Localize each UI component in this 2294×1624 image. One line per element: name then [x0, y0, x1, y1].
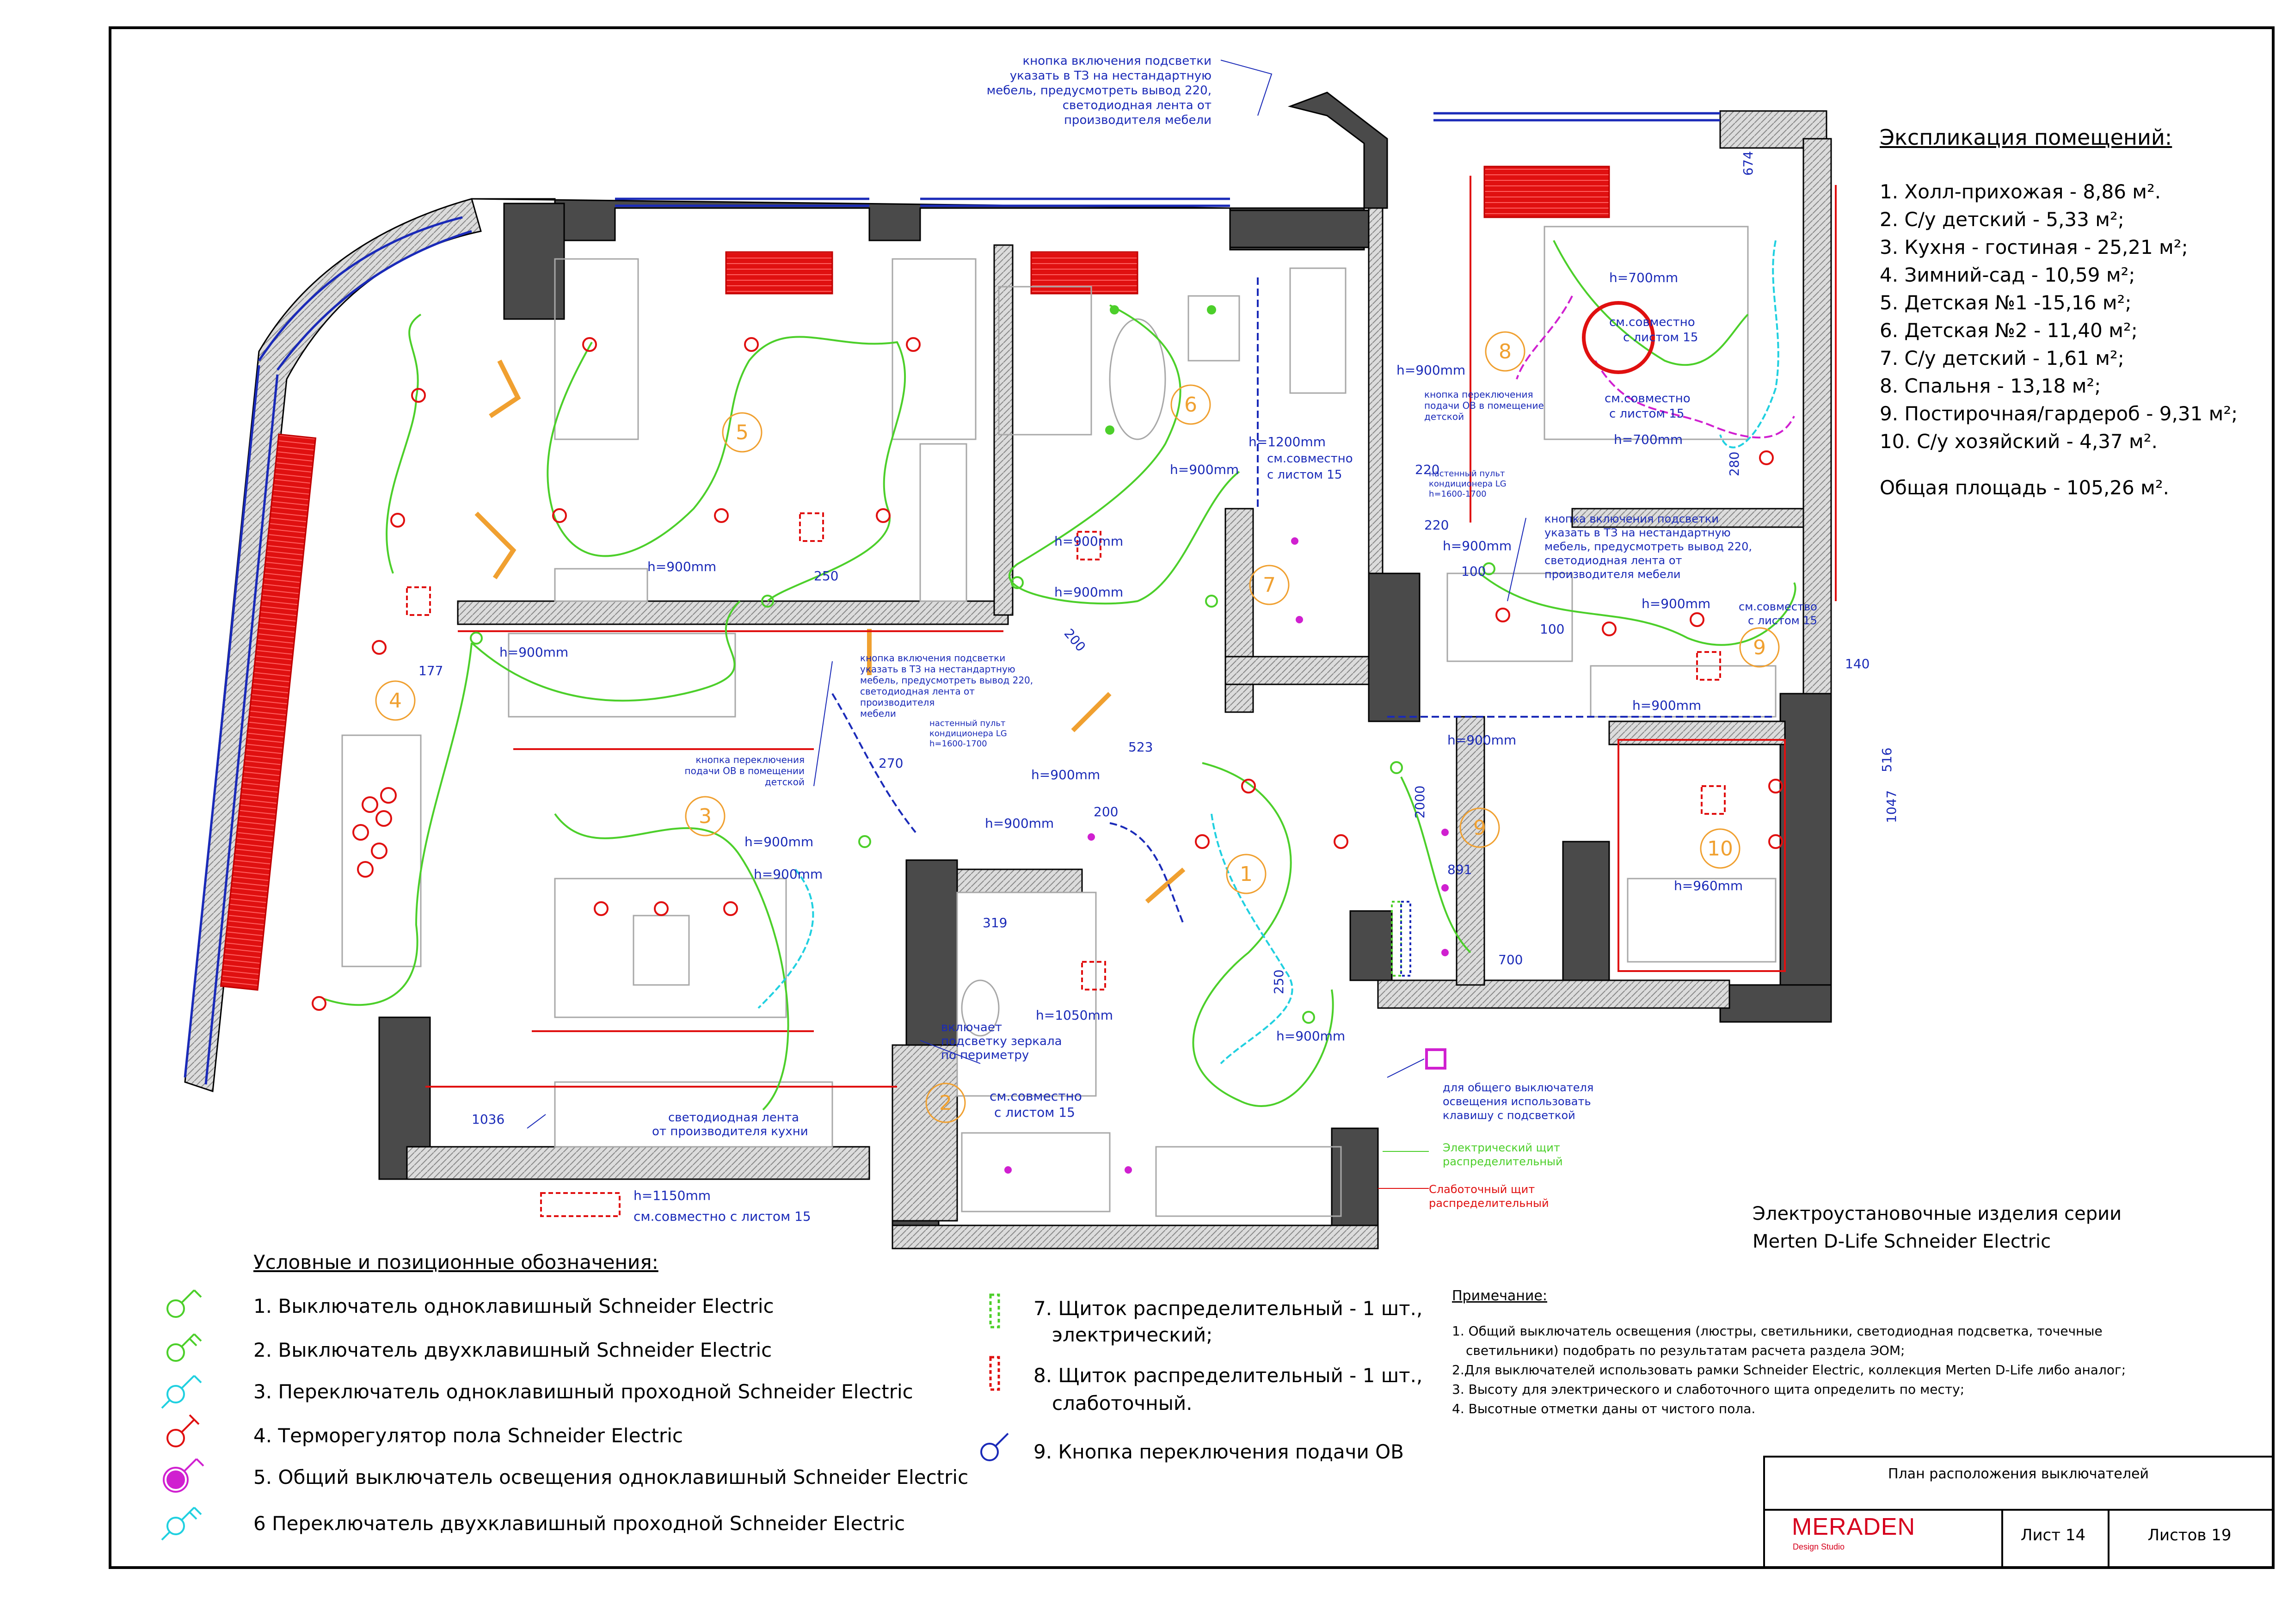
explication-title: Экспликация помещений: — [1880, 125, 2172, 150]
svg-text:распределительный: распределительный — [1429, 1197, 1549, 1210]
legend-symbol-5 — [164, 1459, 203, 1492]
svg-text:h=900mm: h=900mm — [1276, 1028, 1346, 1044]
svg-text:220: 220 — [1424, 517, 1449, 533]
svg-text:674: 674 — [1740, 151, 1756, 176]
svg-text:кнопка переключения: кнопка переключения — [1424, 389, 1533, 400]
svg-text:мебель, предусмотреть вывод 22: мебель, предусмотреть вывод 220, — [986, 84, 1212, 98]
svg-text:h=900mm: h=900mm — [1054, 534, 1124, 549]
svg-text:h=960mm: h=960mm — [1674, 878, 1743, 893]
el-panel-symbol — [1392, 902, 1401, 976]
svg-text:от производителя кухни: от производителя кухни — [652, 1125, 808, 1138]
switch-symbols — [471, 563, 1494, 1023]
note-top — [987, 54, 1212, 127]
svg-text:подсветку зеркала: подсветку зеркала — [941, 1034, 1062, 1048]
legend-symbol-2 — [167, 1334, 201, 1361]
common-switch-symbol — [1427, 1050, 1445, 1068]
svg-text:указать в ТЗ на нестандартную: указать в ТЗ на нестандартную — [1544, 526, 1731, 539]
svg-text:производителя мебели: производителя мебели — [1544, 568, 1681, 581]
svg-text:250: 250 — [814, 568, 839, 584]
svg-text:см.совместно: см.совместно — [1267, 452, 1353, 466]
room-2-number: 2 — [939, 1091, 952, 1115]
svg-text:кнопка включения подсветки: кнопка включения подсветки — [1544, 512, 1719, 525]
notes-list — [1452, 1322, 2126, 1419]
svg-text:h=900mm: h=900mm — [1396, 363, 1466, 378]
legend-item-7: 7. Щиток распределительный - 1 шт., — [1033, 1297, 1423, 1320]
svg-text:настенный пульт: настенный пульт — [1429, 469, 1505, 479]
note-line-5: 4. Высотные отметки даны от чистого пола. — [1452, 1401, 1756, 1416]
svg-text:настенный пульт: настенный пульт — [929, 719, 1006, 728]
explication-room-3: 3. Кухня - гостиная - 25,21 м²; — [1880, 236, 2188, 258]
explication-room-4: 4. Зимний-сад - 10,59 м²; — [1880, 264, 2135, 286]
svg-text:1047: 1047 — [1884, 790, 1899, 823]
svg-text:производителя мебели: производителя мебели — [1064, 113, 1212, 127]
svg-text:светодиодная лента от: светодиодная лента от — [1544, 554, 1682, 567]
see-sheet15-c — [1267, 452, 1353, 482]
legend-item-2: 2. Выключатель двухклавишный Schneider Electric — [253, 1339, 772, 1361]
brand-logo: MERADEN — [1792, 1513, 1916, 1540]
note-mid — [860, 652, 1033, 719]
svg-text:мебель, предусмотреть вывод 22: мебель, предусмотреть вывод 220, — [860, 675, 1033, 686]
room-7-number: 7 — [1263, 573, 1276, 597]
note-line-2: светильники) подобрать по результатам расчета раздела ЭОМ; — [1466, 1343, 1905, 1358]
svg-text:h=900mm: h=900mm — [1054, 584, 1124, 600]
svg-text:кнопка переключения: кнопка переключения — [695, 754, 805, 765]
explication-list — [1880, 178, 2238, 455]
room-9b-number: 9 — [1473, 816, 1486, 840]
svg-text:h=900mm: h=900mm — [1632, 698, 1702, 713]
svg-text:светодиодная лента от: светодиодная лента от — [1062, 98, 1212, 112]
svg-text:h=900mm: h=900mm — [647, 559, 717, 574]
legend-title: Условные и позиционные обозначения: — [253, 1251, 658, 1273]
svg-text:по периметру: по периметру — [941, 1048, 1029, 1062]
see-sheet15-e: см.совместно с листом 15 — [633, 1209, 811, 1224]
legend-symbol-7 — [990, 1295, 999, 1327]
svg-text:h=900mm: h=900mm — [499, 645, 569, 660]
note-ov-detskaya — [685, 754, 805, 787]
legend-item-8: 8. Щиток распределительный - 1 шт., — [1033, 1364, 1423, 1387]
low-voltage-boxes — [407, 176, 1836, 1216]
note-line-3: 2.Для выключателей использовать рамки Schneider Electric, коллекция Merten D-Life либо аналог; — [1452, 1362, 2126, 1378]
svg-text:мебель, предусмотреть вывод 22: мебель, предусмотреть вывод 220, — [1544, 540, 1752, 553]
note-ov-detskaya-2 — [1424, 389, 1544, 422]
svg-text:h=900mm: h=900mm — [1447, 732, 1517, 748]
svg-text:h=700mm: h=700mm — [1614, 432, 1683, 447]
notes-title: Примечание: — [1452, 1288, 1547, 1304]
legend-item-8-cont: слаботочный. — [1052, 1392, 1193, 1415]
svg-text:h=900mm: h=900mm — [985, 816, 1054, 831]
room-3-number: 3 — [699, 805, 712, 828]
svg-text:см.совмество: см.совмество — [1739, 600, 1817, 613]
svg-text:100: 100 — [1540, 621, 1565, 637]
svg-text:кнопка включения подсветки: кнопка включения подсветки — [1022, 54, 1212, 68]
svg-text:h=900mm: h=900mm — [744, 834, 814, 849]
brand-subtitle: Design Studio — [1793, 1542, 1845, 1551]
svg-text:мебели: мебели — [860, 708, 896, 719]
svg-text:700: 700 — [1498, 952, 1523, 967]
svg-text:детской: детской — [1424, 411, 1464, 422]
svg-text:Слаботочный щит: Слаботочный щит — [1429, 1183, 1535, 1196]
series-line-1: Электроустановочные изделия серии — [1753, 1203, 2122, 1224]
svg-text:см.совместно: см.совместно — [990, 1089, 1082, 1104]
note-line-4: 3. Высоту для электрического и слаботочного щита определить по месту; — [1452, 1382, 1965, 1397]
explication-total: Общая площадь - 105,26 м². — [1880, 476, 2170, 499]
svg-text:с листом 15: с листом 15 — [1609, 407, 1685, 421]
svg-text:h=900mm: h=900mm — [1170, 462, 1239, 477]
svg-text:производителя: производителя — [860, 697, 935, 708]
svg-text:клавишу с подсветкой: клавишу с подсветкой — [1443, 1109, 1575, 1122]
legend-symbol-8 — [990, 1357, 999, 1390]
svg-text:кнопка включения подсветки: кнопка включения подсветки — [860, 652, 1006, 664]
explication-room-7: 7. С/у детский - 1,61 м²; — [1880, 347, 2124, 369]
svg-text:280: 280 — [1727, 451, 1742, 476]
svg-text:с листом 15: с листом 15 — [1748, 614, 1817, 627]
svg-text:с листом 15: с листом 15 — [1267, 468, 1342, 482]
room-8-number: 8 — [1499, 340, 1512, 363]
room-9-number: 9 — [1753, 636, 1766, 659]
svg-text:h=900mm: h=900mm — [1642, 596, 1711, 611]
chandelier-living — [353, 788, 396, 877]
legend-item-1: 1. Выключатель одноклавишный Schneider Electric — [253, 1295, 774, 1317]
svg-text:516: 516 — [1879, 747, 1894, 772]
legend-item-5: 5. Общий выключатель освещения одноклавишный Schneider Electric — [253, 1466, 969, 1489]
svg-text:подачи ОВ в помещение: подачи ОВ в помещение — [1424, 400, 1544, 411]
svg-text:h=1600-1700: h=1600-1700 — [929, 739, 987, 749]
room-5-number: 5 — [736, 421, 749, 444]
svg-text:h=1050mm: h=1050mm — [1036, 1008, 1113, 1023]
room-10-number: 10 — [1707, 837, 1733, 861]
svg-text:h=700mm: h=700mm — [1609, 270, 1679, 285]
note-common-switch — [1443, 1081, 1593, 1122]
svg-text:270: 270 — [879, 756, 904, 771]
legend-item-6: 6 Переключатель двухклавишный проходной Schneider Electric — [253, 1512, 905, 1535]
svg-text:200: 200 — [1061, 626, 1089, 655]
svg-text:2000: 2000 — [1412, 785, 1427, 818]
legend-symbol-3 — [162, 1376, 201, 1408]
svg-text:891: 891 — [1447, 862, 1472, 877]
legend-item-9: 9. Кнопка переключения подачи ОВ — [1033, 1440, 1404, 1463]
room-4-number: 4 — [389, 689, 402, 713]
svg-text:распределительный: распределительный — [1443, 1155, 1563, 1168]
svg-text:подачи ОВ в помещении: подачи ОВ в помещении — [684, 765, 805, 776]
svg-text:светодиодная лента: светодиодная лента — [668, 1111, 799, 1125]
see-sheet15-d — [990, 1089, 1082, 1120]
svg-text:с листом 15: с листом 15 — [994, 1105, 1075, 1120]
svg-text:h=1600-1700: h=1600-1700 — [1429, 489, 1487, 499]
note-mirror — [941, 1021, 1062, 1062]
legend-symbol-4 — [167, 1415, 199, 1446]
svg-text:140: 140 — [1845, 656, 1870, 671]
series-label — [1753, 1200, 2122, 1255]
note-conditioner-2 — [1429, 469, 1507, 499]
svg-text:100: 100 — [1461, 564, 1486, 579]
explication-room-2: 2. С/у детский - 5,33 м²; — [1880, 208, 2124, 231]
note-conditioner-1 — [929, 719, 1007, 749]
sheet-number: Лист 14 — [2020, 1526, 2086, 1544]
legend-symbol-1 — [167, 1290, 201, 1317]
svg-text:детской: детской — [764, 776, 805, 787]
svg-text:освещения использовать: освещения использовать — [1443, 1095, 1591, 1108]
svg-text:см.совместно: см.совместно — [1609, 315, 1695, 329]
room-6-number: 6 — [1184, 393, 1197, 417]
svg-text:кондиционера LG: кондиционера LG — [929, 729, 1007, 738]
svg-text:включает: включает — [941, 1021, 1002, 1034]
legend-item-4: 4. Терморегулятор пола Schneider Electric — [253, 1424, 683, 1447]
height-labels — [499, 270, 1743, 1203]
svg-text:h=900mm: h=900mm — [1031, 767, 1101, 782]
svg-text:для общего выключателя: для общего выключателя — [1443, 1081, 1594, 1094]
legend-symbol-9 — [981, 1433, 1008, 1460]
svg-text:1036: 1036 — [472, 1112, 505, 1127]
legend-symbol-6 — [162, 1507, 201, 1540]
sheet-count: Листов 19 — [2147, 1526, 2232, 1544]
svg-text:h=1200mm: h=1200mm — [1248, 434, 1326, 449]
svg-text:h=900mm: h=900mm — [754, 867, 823, 882]
svg-text:200: 200 — [1094, 804, 1119, 819]
svg-text:указать в ТЗ на нестандартную: указать в ТЗ на нестандартную — [1009, 69, 1212, 83]
note-low-shield — [1429, 1183, 1549, 1210]
see-sheet15-b — [1605, 392, 1691, 421]
svg-text:h=900mm: h=900mm — [1443, 538, 1512, 554]
note-line-1: 1. Общий выключатель освещения (люстры, светильники, светодиодная подсветка, точечные — [1452, 1323, 2103, 1339]
series-line-2: Merten D-Life Schneider Electric — [1753, 1231, 2051, 1252]
svg-text:кондиционера LG: кондиционера LG — [1429, 479, 1507, 489]
room-1-number: 1 — [1240, 862, 1253, 886]
svg-text:с листом 15: с листом 15 — [1623, 331, 1698, 344]
legend-item-3: 3. Переключатель одноклавишный проходной Schneider Electric — [253, 1380, 913, 1403]
explication-room-9: 9. Постирочная/гардероб - 9,31 м²; — [1880, 402, 2238, 425]
svg-text:h=1150mm: h=1150mm — [633, 1188, 711, 1203]
svg-text:см.совместно: см.совместно — [1605, 392, 1691, 406]
svg-text:250: 250 — [1271, 969, 1286, 994]
low-panel-symbol — [1401, 902, 1410, 976]
svg-text:523: 523 — [1128, 739, 1153, 755]
furniture — [342, 227, 1776, 1216]
svg-text:светодиодная лента от: светодиодная лента от — [860, 686, 975, 697]
svg-text:220: 220 — [1415, 462, 1440, 477]
explication-room-1: 1. Холл-прихожая - 8,86 м². — [1880, 180, 2161, 203]
explication-room-8: 8. Спальня - 13,18 м²; — [1880, 375, 2101, 397]
note-kitchen-led — [652, 1111, 808, 1138]
explication-room-6: 6. Детская №2 - 11,40 м²; — [1880, 319, 2138, 342]
green-points — [1105, 305, 1216, 435]
legend-item-7-cont: электрический; — [1052, 1323, 1213, 1346]
note-el-shield — [1443, 1141, 1563, 1168]
svg-text:177: 177 — [418, 663, 443, 678]
svg-text:указать в ТЗ на нестандартную: указать в ТЗ на нестандартную — [860, 664, 1015, 675]
explication-room-5: 5. Детская №1 -15,16 м²; — [1880, 291, 2132, 314]
svg-text:Электрический щит: Электрический щит — [1443, 1141, 1560, 1154]
explication-room-10: 10. С/у хозяйский - 4,37 м². — [1880, 430, 2158, 453]
svg-text:319: 319 — [983, 915, 1008, 930]
titleblock-title: План расположения выключателей — [1888, 1466, 2149, 1482]
